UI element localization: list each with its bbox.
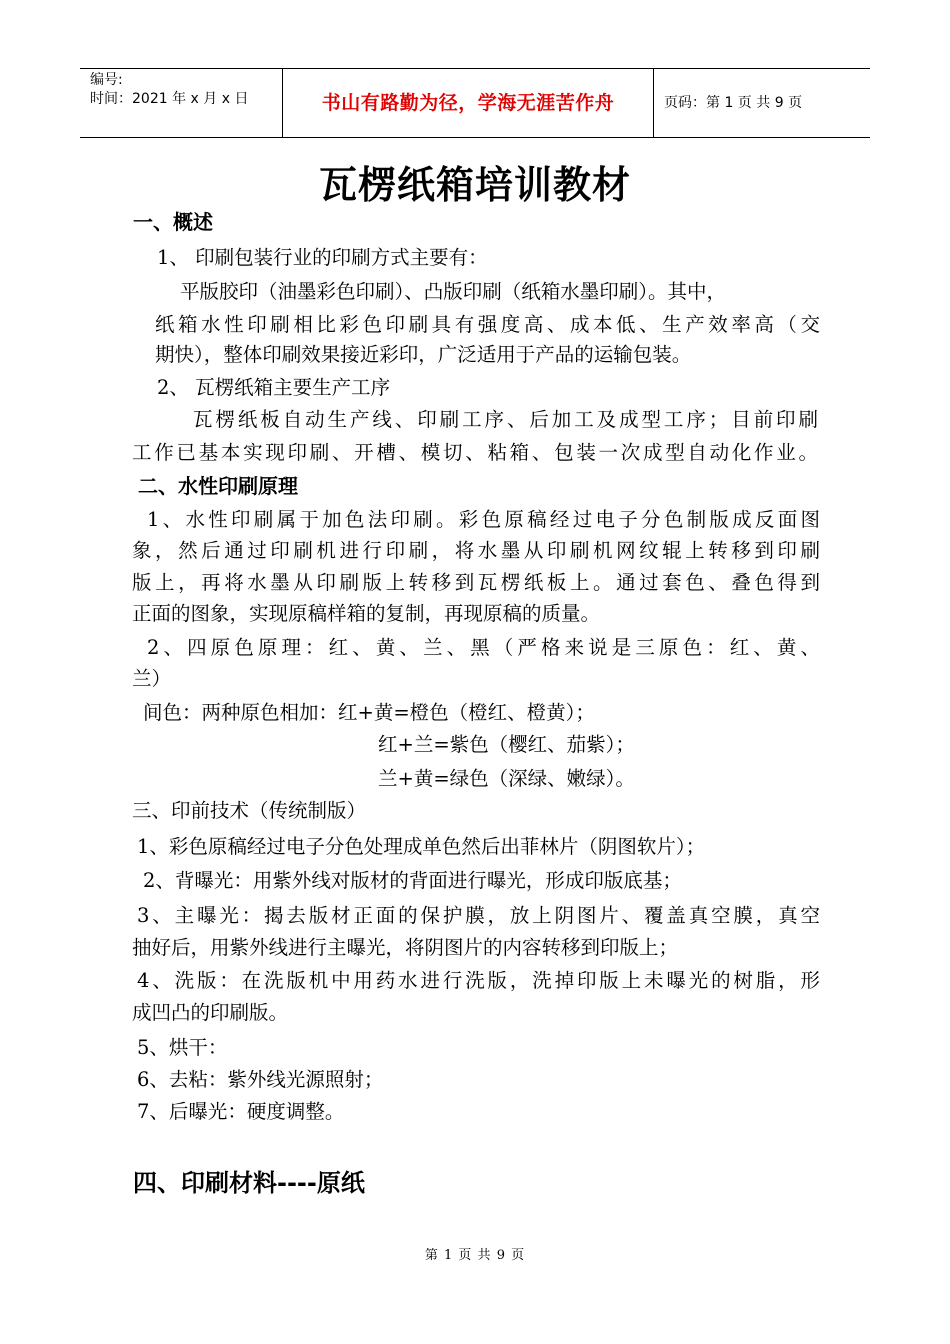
section-heading-printing-principle: 二、水性印刷原理 [138, 474, 298, 498]
paragraph-line: 1、 印刷包装行业的印刷方式主要有： [157, 246, 488, 269]
list-item: 3、主曝光：揭去版材正面的保护膜，放上阴图片、覆盖真空膜，真空 [137, 904, 820, 927]
document-number: 编号: [90, 72, 123, 88]
paragraph-line: 红+兰=紫色（樱红、茄紫）； [378, 733, 635, 756]
list-item: 4、洗版：在洗版机中用药水进行洗版，洗掉印版上未曝光的树脂，形 [137, 969, 820, 992]
paragraph-line: 平版胶印（油墨彩色印刷）、凸版印刷（纸箱水墨印刷）。其中， [180, 280, 727, 303]
paragraph-line: 期快），整体印刷效果接近彩印，广泛适用于产品的运输包装。 [155, 343, 692, 366]
document-header [80, 68, 870, 138]
paragraph-line: 间色：两种原色相加：红+黄=橙色（橙红、橙黄）； [143, 701, 595, 724]
section-heading-materials: 四、印刷材料----原纸 [133, 1169, 365, 1197]
page-footer: 第 1 页 共 9 页 [424, 1248, 526, 1263]
header-meta [80, 69, 282, 137]
list-item: 成凹凸的印刷版。 [132, 1001, 289, 1024]
paragraph-line: 2、四原色原理：红、黄、兰、黑（严格来说是三原色：红、黄、 [147, 636, 820, 659]
header-motto: 书山有路勤为径，学海无涯苦作舟 [282, 69, 654, 137]
document-date: 时间：2021 年 x 月 x 日 [90, 91, 249, 107]
paragraph-line: 瓦楞纸板自动生产线、印刷工序、后加工及成型工序；目前印刷 [193, 408, 818, 431]
header-page-info: 页码：第 1 页 共 9 页 [664, 95, 803, 111]
list-item: 7、后曝光：硬度调整。 [137, 1100, 345, 1123]
paragraph-line: 象，然后通过印刷机进行印刷，将水墨从印刷机网纹辊上转移到印刷 [132, 539, 820, 562]
list-item: 2、背曝光：用紫外线对版材的背面进行曝光，形成印版底基； [143, 869, 682, 892]
document-title: 瓦楞纸箱培训教材 [318, 162, 631, 207]
paragraph-line: 版上，再将水墨从印刷版上转移到瓦楞纸板上。通过套色、叠色得到 [132, 571, 820, 594]
list-item: 抽好后，用紫外线进行主曝光，将阴图片的内容转移到印版上； [132, 936, 679, 959]
paragraph-line: 2、 瓦楞纸箱主要生产工序 [157, 376, 391, 399]
section-heading-prepress: 三、印前技术（传统制版） [132, 799, 367, 822]
section-heading-overview: 一、概述 [133, 210, 213, 234]
list-item: 1、彩色原稿经过电子分色处理成单色然后出菲林片（阴图软片）； [137, 835, 706, 858]
list-item: 6、去粘：紫外线光源照射； [137, 1068, 384, 1091]
paragraph-line: 兰+黄=绿色（深绿、嫩绿）。 [378, 767, 635, 790]
paragraph-line: 纸箱水性印刷相比彩色印刷具有强度高、成本低、生产效率高（交 [155, 313, 820, 336]
paragraph-line: 正面的图象，实现原稿样箱的复制，再现原稿的质量。 [132, 602, 601, 625]
paragraph-line: 兰） [132, 667, 172, 690]
paragraph-line: 1、水性印刷属于加色法印刷。彩色原稿经过电子分色制版成反面图 [147, 508, 820, 531]
list-item: 5、烘干： [137, 1036, 228, 1059]
paragraph-line: 工作已基本实现印刷、开槽、模切、粘箱、包装一次成型自动化作业。 [132, 441, 818, 464]
